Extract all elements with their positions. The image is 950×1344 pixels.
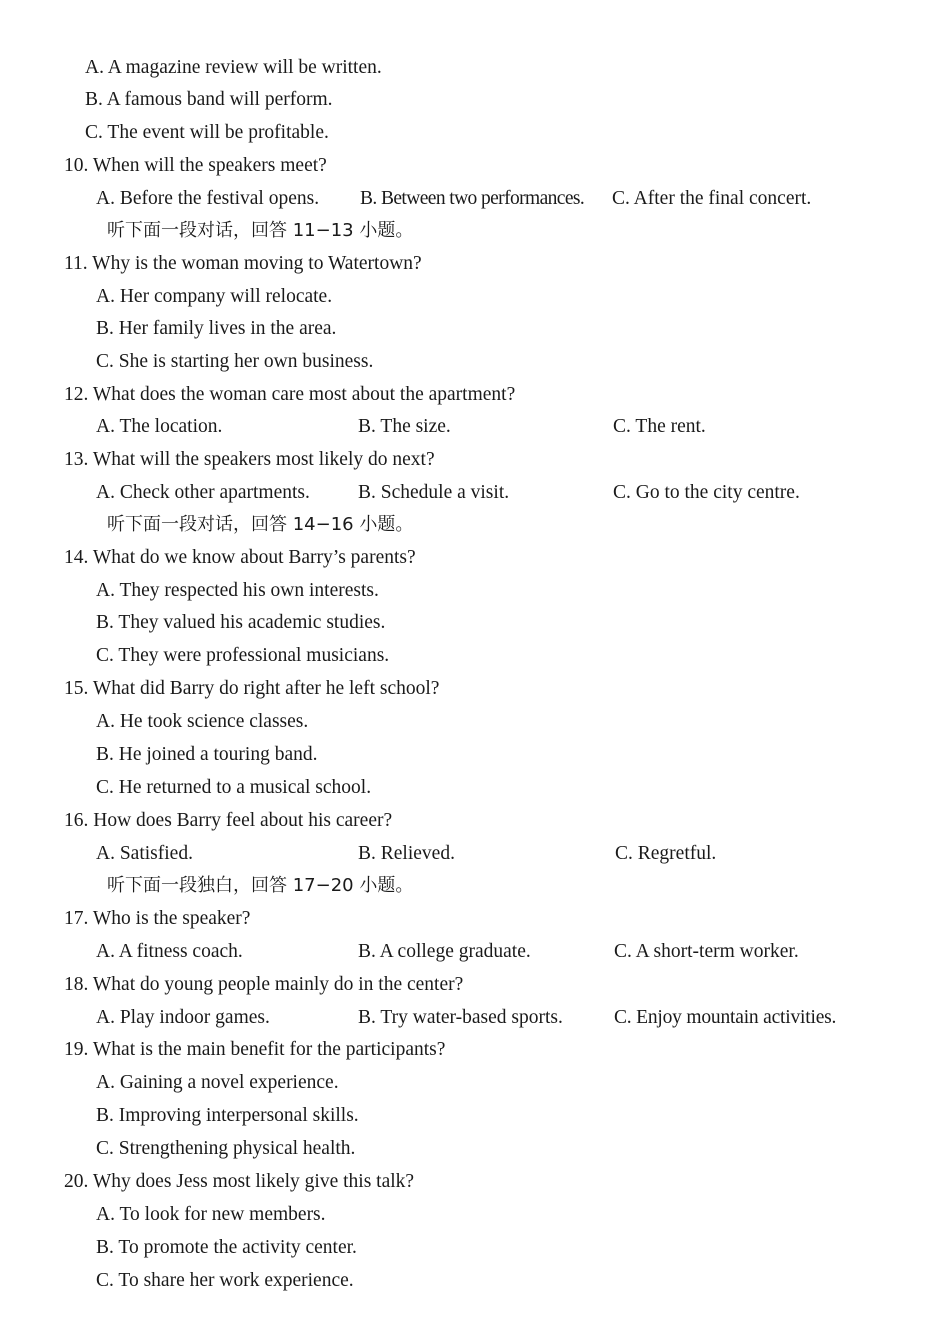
question-16-stem: 16. How does Barry feel about his career?: [64, 810, 393, 831]
question-18-option-b: B. Try water-based sports.: [358, 1007, 563, 1028]
previous-option-a: A. A magazine review will be written.: [85, 57, 382, 78]
question-19-stem: 19. What is the main benefit for the participants?: [64, 1039, 446, 1060]
question-17-option-a: A. A fitness coach.: [96, 941, 243, 962]
question-10-option-a: A. Before the festival opens.: [96, 188, 320, 209]
question-18-options: [0, 1003, 950, 1033]
question-10-option-c: C. After the final concert.: [612, 188, 812, 209]
question-12-option-b: B. The size.: [358, 416, 451, 437]
question-20-option-c: C. To share her work experience.: [96, 1270, 354, 1291]
previous-option-b: B. A famous band will perform.: [85, 89, 333, 110]
question-16-option-b: B. Relieved.: [358, 843, 455, 864]
question-19-option-a: A. Gaining a novel experience.: [96, 1072, 339, 1093]
question-11-option-a: A. Her company will relocate.: [96, 286, 333, 307]
question-11-option-c: C. She is starting her own business.: [96, 351, 374, 372]
question-12-option-c: C. The rent.: [613, 416, 706, 437]
question-10-option-b: B. Between two performances.: [360, 188, 585, 209]
question-14-option-c: C. They were professional musicians.: [96, 645, 390, 666]
question-16-option-c: C. Regretful.: [615, 843, 717, 864]
instruction-14-16: 听下面一段对话，回答 14−16 小题。: [107, 514, 414, 535]
question-19-option-b: B. Improving interpersonal skills.: [96, 1105, 359, 1126]
question-17-option-c: C. A short-term worker.: [614, 941, 799, 962]
question-18-option-a: A. Play indoor games.: [96, 1007, 270, 1028]
question-20-stem: 20. Why does Jess most likely give this talk?: [64, 1171, 415, 1192]
question-18-stem: 18. What do young people mainly do in the center?: [64, 974, 464, 995]
question-15-option-c: C. He returned to a musical school.: [96, 777, 372, 798]
question-10-options: [0, 184, 950, 214]
question-13-option-b: B. Schedule a visit.: [358, 482, 510, 503]
question-14-stem: 14. What do we know about Barry’s parents?: [64, 547, 416, 568]
question-13-option-a: A. Check other apartments.: [96, 482, 310, 503]
question-14-option-b: B. They valued his academic studies.: [96, 612, 386, 633]
instruction-11-13: 听下面一段对话，回答 11−13 小题。: [107, 220, 414, 241]
question-11-stem: 11. Why is the woman moving to Watertown?: [64, 253, 422, 274]
question-16-option-a: A. Satisfied.: [96, 843, 193, 864]
question-13-stem: 13. What will the speakers most likely do next?: [64, 449, 435, 470]
question-17-options: [0, 937, 950, 967]
question-16-options: [0, 839, 950, 869]
question-11-option-b: B. Her family lives in the area.: [96, 318, 337, 339]
question-14-option-a: A. They respected his own interests.: [96, 580, 379, 601]
question-12-option-a: A. The location.: [96, 416, 223, 437]
question-20-option-a: A. To look for new members.: [96, 1204, 326, 1225]
question-15-stem: 15. What did Barry do right after he left school?: [64, 678, 440, 699]
question-10-stem: 10. When will the speakers meet?: [64, 155, 327, 176]
question-17-stem: 17. Who is the speaker?: [64, 908, 251, 929]
question-18-option-c: C. Enjoy mountain activities.: [614, 1007, 837, 1028]
question-12-options: [0, 412, 950, 442]
question-15-option-b: B. He joined a touring band.: [96, 744, 318, 765]
question-17-option-b: B. A college graduate.: [358, 941, 531, 962]
question-12-stem: 12. What does the woman care most about the apartment?: [64, 384, 516, 405]
previous-option-c: C. The event will be profitable.: [85, 122, 329, 143]
question-13-options: [0, 478, 950, 508]
question-15-option-a: A. He took science classes.: [96, 711, 309, 732]
instruction-17-20: 听下面一段独白，回答 17−20 小题。: [107, 875, 414, 896]
question-13-option-c: C. Go to the city centre.: [613, 482, 800, 503]
question-20-option-b: B. To promote the activity center.: [96, 1237, 357, 1258]
question-19-option-c: C. Strengthening physical health.: [96, 1138, 356, 1159]
